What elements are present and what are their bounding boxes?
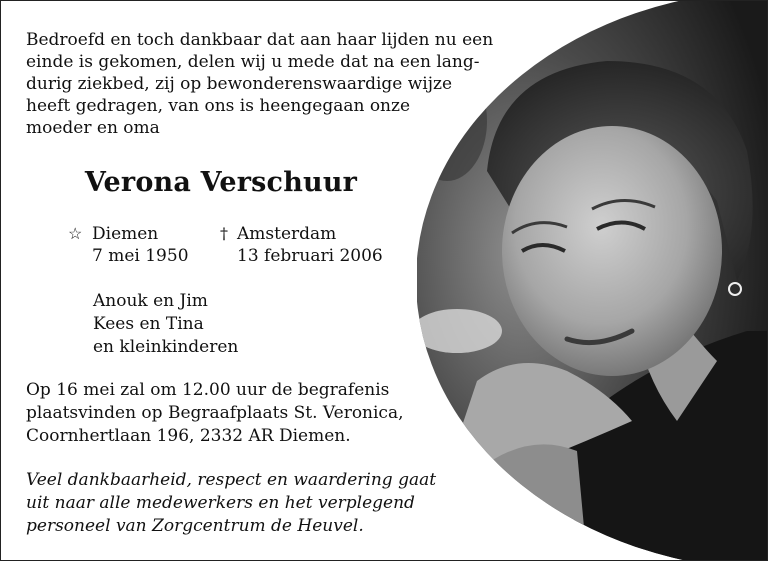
birth-place: Diemen xyxy=(92,224,159,244)
funeral-details xyxy=(26,379,404,448)
intro-line: moeder en oma xyxy=(26,118,160,138)
family-member: Anouk en Jim xyxy=(93,291,208,311)
thanks-line: uit naar alle medewerkers en het verplegend xyxy=(26,493,415,513)
service-line: Op 16 mei zal om 12.00 uur de begrafenis xyxy=(26,380,390,400)
family-list xyxy=(93,290,238,359)
death-place: Amsterdam xyxy=(237,224,337,244)
cross-icon: † xyxy=(220,224,228,243)
intro-line: durig ziekbed, zij op bewonderenswaardige wijze xyxy=(26,74,453,94)
star-icon: ☆ xyxy=(68,224,83,243)
birth-date: 7 mei 1950 xyxy=(92,246,189,266)
service-line: Coornhertlaan 196, 2332 AR Diemen. xyxy=(26,426,351,446)
thanks-line: personeel van Zorgcentrum de Heuvel. xyxy=(26,516,364,536)
thanks-text xyxy=(26,469,436,538)
intro-line: heeft gedragen, van ons is heengegaan onze xyxy=(26,96,411,116)
death-date: 13 februari 2006 xyxy=(237,246,383,266)
intro-line: Bedroefd en toch dankbaar dat aan haar lijden nu een xyxy=(26,30,494,50)
notice-text xyxy=(1,1,494,560)
service-line: plaatsvinden op Begraafplaats St. Veronica, xyxy=(26,403,404,423)
family-member: en kleinkinderen xyxy=(93,337,239,357)
deceased-name: Verona Verschuur xyxy=(84,167,358,198)
family-member: Kees en Tina xyxy=(93,314,204,334)
birth-info xyxy=(68,223,189,267)
intro-text xyxy=(26,29,494,139)
intro-line: einde is gekomen, delen wij u mede dat na een lang- xyxy=(26,52,480,72)
death-info xyxy=(220,223,383,267)
thanks-line: Veel dankbaarheid, respect en waardering gaat xyxy=(26,470,437,490)
